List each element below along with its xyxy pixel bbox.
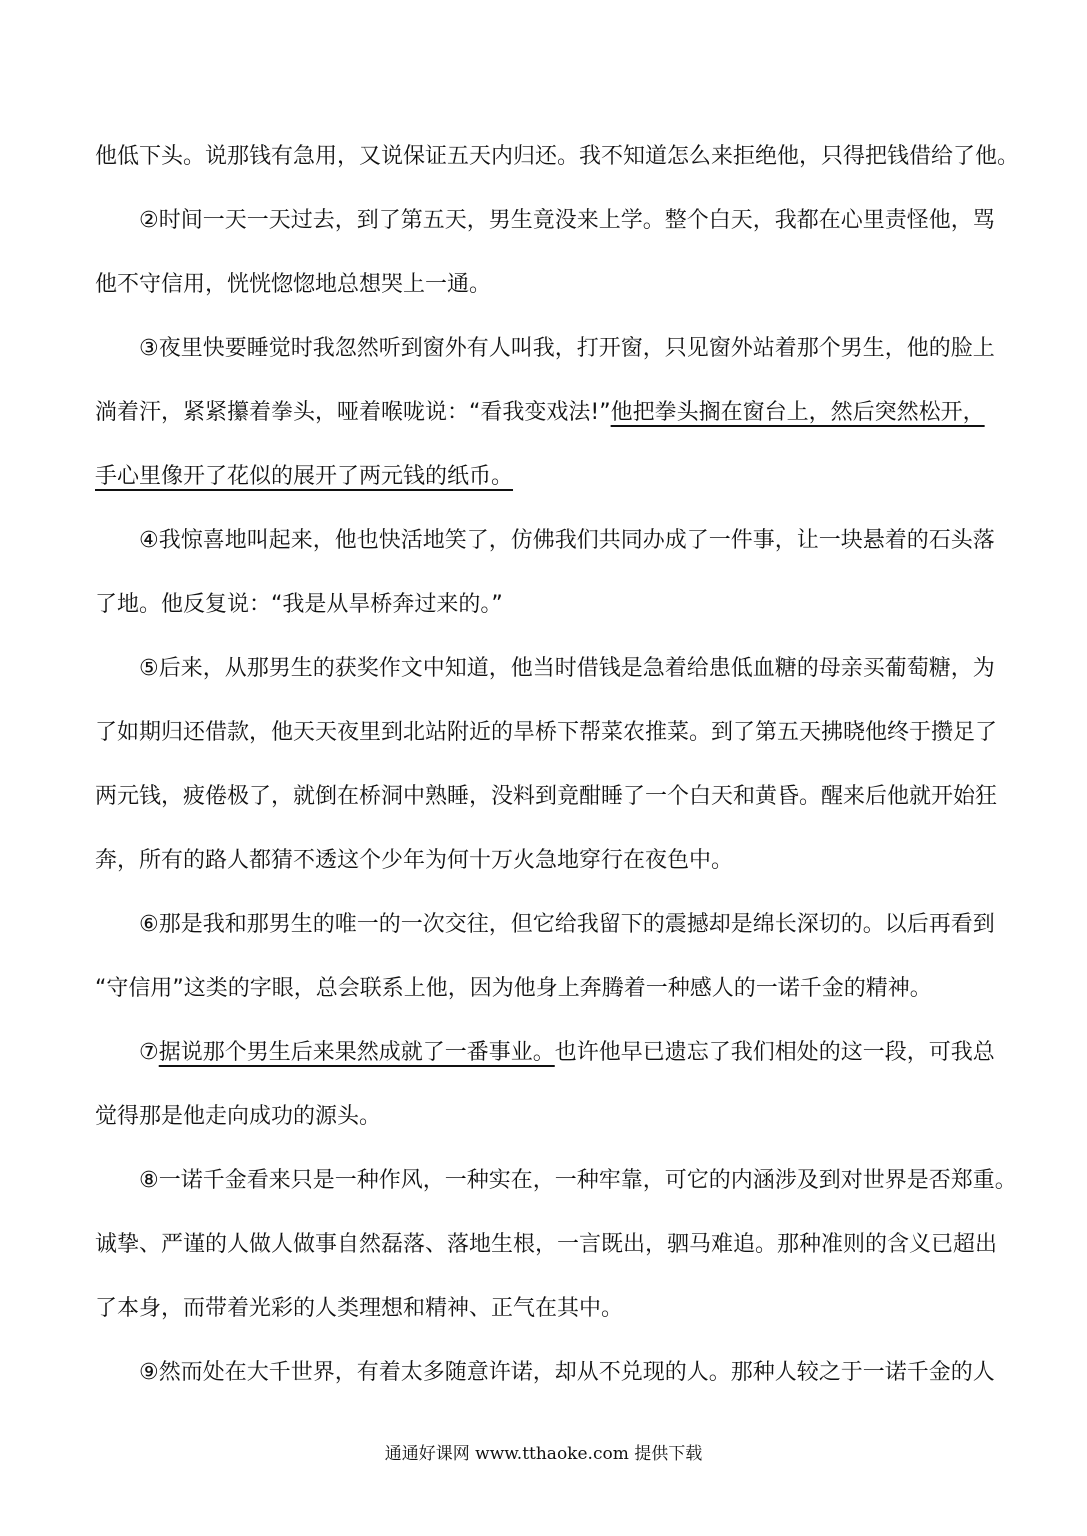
text-line: 了如期归还借款，他天天夜里到北站附近的旱桥下帮菜农推菜。到了第五天拂晓他终于攒足了 — [95, 720, 998, 745]
underlined-sentence: 手心里像开了花似的展开了两元钱的纸币。 — [95, 464, 514, 489]
underlined-sentence: 他把拳头搁在窗台上，然后突然松开， — [610, 400, 985, 425]
paragraph-number: ⑦ — [139, 1040, 159, 1065]
text-line: 奔，所有的路人都猜不透这个少年为何十万火急地穿行在夜色中。 — [95, 848, 734, 873]
page-footer: 通通好课网 www.tthaoke.com 提供下载 — [384, 1444, 703, 1464]
text-line: ⑨然而处在大千世界，有着太多随意许诺，却从不兑现的人。那种人较之于一诺千金的人 — [139, 1360, 995, 1385]
text-segment: 也许他早已遗忘了我们相处的这一段，可我总 — [554, 1040, 995, 1065]
text-line: 他不守信用，恍恍惚惚地总想哭上一通。 — [95, 272, 492, 297]
underlined-sentence: 据说那个男生后来果然成就了一番事业。 — [158, 1040, 555, 1065]
text-line: ③夜里快要睡觉时我忽然听到窗外有人叫我，打开窗，只见窗外站着那个男生，他的脸上 — [139, 336, 995, 361]
text-line: 了本身，而带着光彩的人类理想和精神、正气在其中。 — [95, 1296, 624, 1321]
text-line: 两元钱，疲倦极了，就倒在桥洞中熟睡，没料到竟酣睡了一个白天和黄昏。醒来后他就开始狂 — [95, 784, 998, 809]
text-line — [95, 1021, 995, 1085]
text-line: 诚挚、严谨的人做人做事自然磊落、落地生根，一言既出，驷马难追。那种准则的含义已超出 — [95, 1232, 998, 1257]
text-line: ④我惊喜地叫起来，他也快活地笑了，仿佛我们共同办成了一件事，让一块悬着的石头落 — [139, 528, 995, 553]
text-segment: 淌着汗，紧紧攥着拳头，哑着喉咙说：“看我变戏法!” — [95, 400, 611, 425]
text-line: ⑥那是我和那男生的唯一的一次交往，但它给我留下的震撼却是绵长深切的。以后再看到 — [139, 912, 995, 937]
text-line: ⑤后来，从那男生的获奖作文中知道，他当时借钱是急着给患低血糖的母亲买葡萄糖，为 — [139, 656, 995, 681]
text-line: 了地。他反复说：“我是从旱桥奔过来的。” — [95, 592, 503, 617]
text-line: 觉得那是他走向成功的源头。 — [95, 1104, 382, 1129]
text-line: “守信用”这类的字眼，总会联系上他，因为他身上奔腾着一种感人的一诺千金的精神。 — [95, 976, 932, 1001]
document-body — [95, 125, 1020, 1405]
text-line — [95, 445, 995, 509]
text-line: ②时间一天一天过去，到了第五天，男生竟没来上学。整个白天，我都在心里责怪他，骂 — [139, 208, 995, 233]
text-line: ⑧一诺千金看来只是一种作风，一种实在，一种牢靠，可它的内涵涉及到对世界是否郑重。 — [139, 1168, 1017, 1193]
text-line — [95, 381, 995, 445]
text-line: 他低下头。说那钱有急用，又说保证五天内归还。我不知道怎么来拒绝他，只得把钱借给了他。 — [95, 144, 1020, 169]
